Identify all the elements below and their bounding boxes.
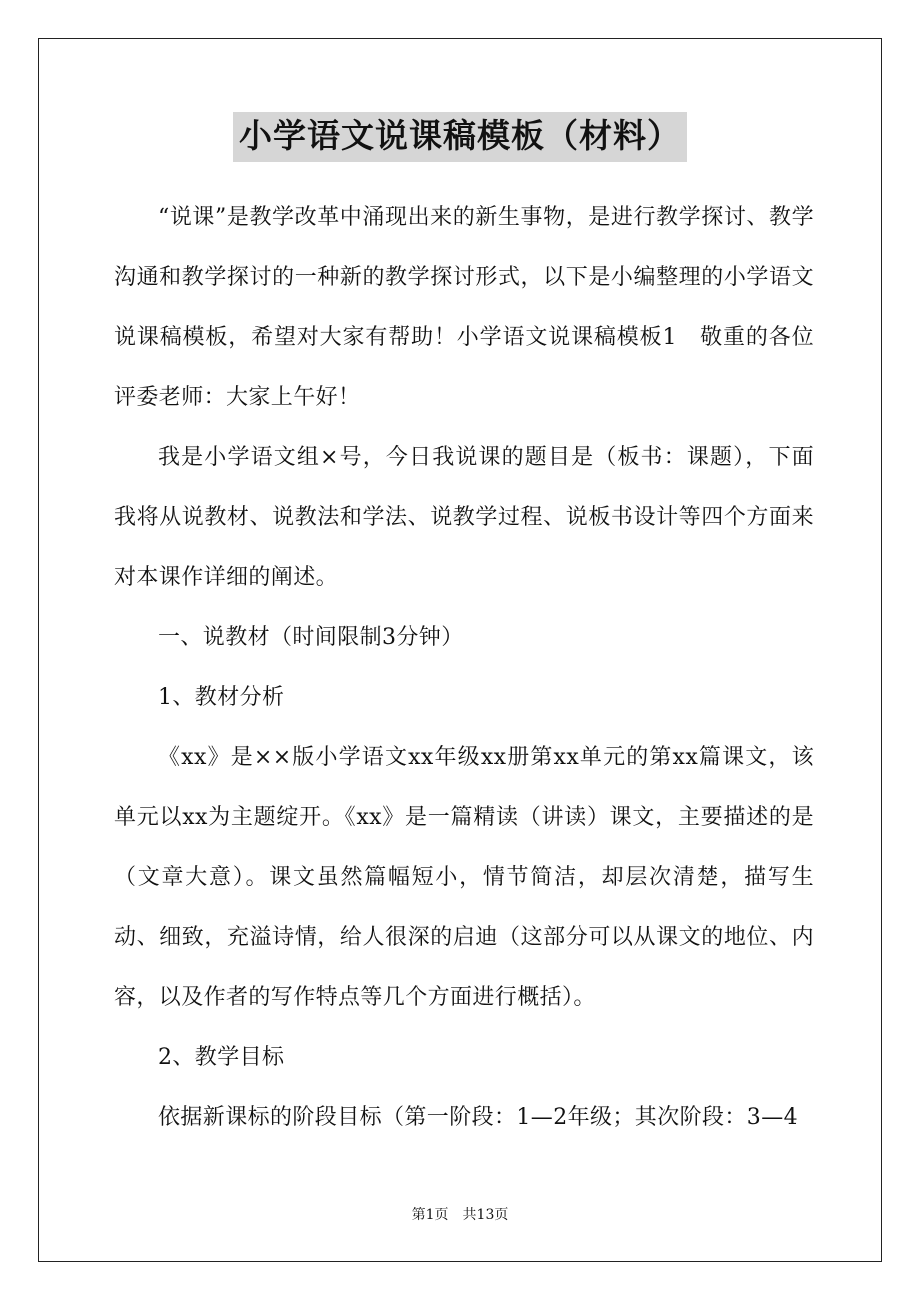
page-total: 共13页 — [462, 1207, 509, 1223]
paragraph-goals: 依据新课标的阶段目标（第一阶段：1—2年级；其次阶段：3—4 — [158, 1105, 798, 1130]
section-heading-textbook: 一、说教材（时间限制3分钟） — [158, 625, 464, 650]
paragraph-self-intro: 我是小学语文组×号，今日我说课的题目是（板书：课题），下面我将从说教材、说教法和学法、说教学过程、说板书设计等四个方面来对本课作详细的阐述。 — [114, 445, 814, 590]
title-container — [0, 112, 920, 162]
document-title: 小学语文说课稿模板（材料） — [233, 112, 687, 162]
subsection-heading-analysis: 1、教材分析 — [158, 685, 285, 710]
document-body — [114, 188, 814, 1148]
page-number: 第1页 — [411, 1207, 449, 1223]
page-footer — [0, 1206, 920, 1224]
paragraph-analysis: 《xx》是××版小学语文xx年级xx册第xx单元的第xx篇课文，该单元以xx为主题绽开。《xx》是一篇精读（讲读）课文，主要描述的是（文章大意）。课文虽然篇幅短小，情节简洁，却层次清楚，描写生动、细致，充溢诗情，给人很深的启迪（这部分可以从课文的地位、内容，以及作者的写作特点等几个方面进行概括）。 — [114, 745, 814, 1010]
paragraph-intro: “说课”是教学改革中涌现出来的新生事物，是进行教学探讨、教学沟通和教学探讨的一种新的教学探讨形式，以下是小编整理的小学语文说课稿模板，希望对大家有帮助！小学语文说课稿模板1 敬重的各位评委老师：大家上午好！ — [114, 205, 814, 410]
subsection-heading-goals: 2、教学目标 — [158, 1045, 285, 1070]
